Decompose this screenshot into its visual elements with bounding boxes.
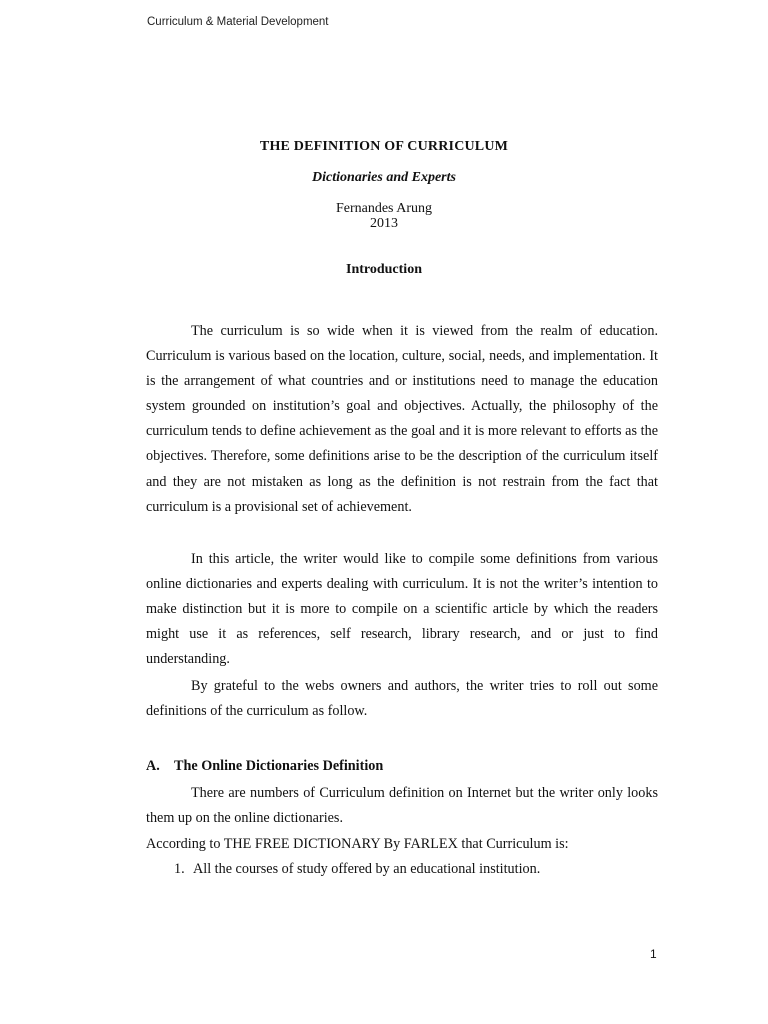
section-a-paragraph	[146, 781, 658, 831]
section-letter: A.	[146, 758, 160, 774]
page-number: 1	[650, 947, 657, 961]
intro-paragraph-1	[146, 319, 658, 520]
author-name: Fernandes Arung	[335, 201, 433, 216]
document-subtitle: Dictionaries and Experts	[312, 170, 456, 185]
list-item	[174, 857, 540, 882]
section-a-heading	[146, 758, 383, 775]
intro-paragraph-2	[146, 547, 658, 672]
section-a-lead	[146, 832, 658, 857]
list-item-number: 1.	[174, 861, 185, 877]
list-item-text: All the courses of study offered by an educational institution.	[193, 861, 541, 877]
intro-paragraph-3	[146, 674, 658, 724]
paragraph-text: According to THE FREE DICTIONARY By FARLEX that Curriculum is:	[146, 836, 569, 852]
intro-heading: Introduction	[346, 262, 422, 277]
paragraph-text: The curriculum is so wide when it is viewed from the realm of education. Curriculum is various based on the location, culture, social, needs, and implementation. It is the arrangement of what countries and or institutions need to manage the education system grounded on institution’s goal and objectives. Actually, the philosophy of the curriculum tends to define achievement as the goal and it is more relevant to efforts as the objectives. Therefore, some definitions arise to be the description of the curriculum itself and they are not mistaken as long as the definition is not restrain from the fact that curriculum is a provisional set of achievement.	[146, 323, 658, 515]
running-header: Curriculum & Material Development	[147, 16, 329, 28]
paragraph-text: By grateful to the webs owners and authors, the writer tries to roll out some definitions of the curriculum as follow.	[146, 678, 658, 720]
publication-year: 2013	[370, 216, 398, 231]
definition-list	[174, 857, 540, 882]
document-title: THE DEFINITION OF CURRICULUM	[259, 139, 509, 154]
paragraph-text: In this article, the writer would like to compile some definitions from various online dictionaries and experts dealing with curriculum. It is not the writer’s intention to make distinction but it is more to compile on a scientific article by which the readers might use it as references, self research, library research, and or just to find understanding.	[146, 551, 658, 668]
paragraph-text: There are numbers of Curriculum definition on Internet but the writer only looks them up on the online dictionaries.	[146, 785, 658, 827]
section-title: The Online Dictionaries Definition	[174, 758, 384, 774]
